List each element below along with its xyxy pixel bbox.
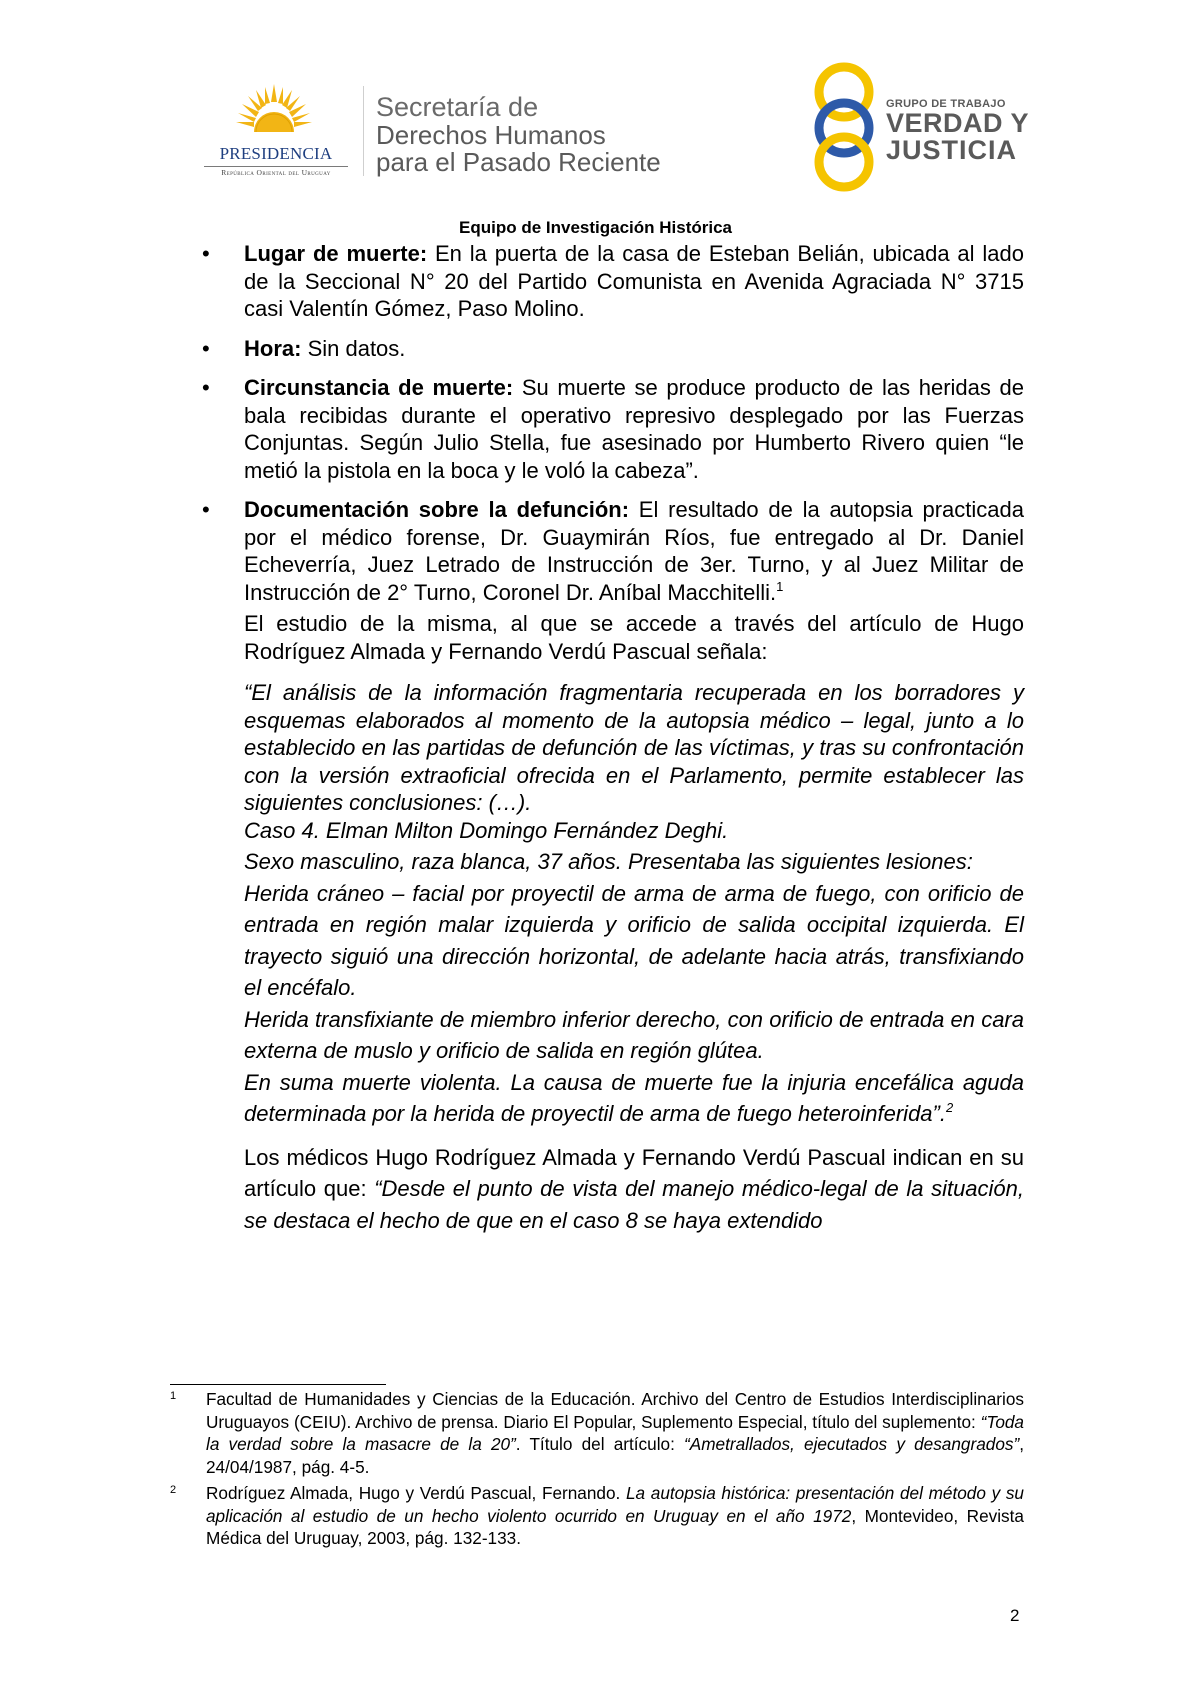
item-label: Lugar de muerte:	[244, 241, 428, 266]
item-text: En la puerta de la casa de Esteban Belián, ubicada al lado de la Seccional N° 20 del Partido Comunista en Avenida Agraciada N° 3715 casi Valentín Gómez, Paso Molino.	[244, 241, 1024, 321]
secretaria-logo	[376, 92, 661, 176]
presidencia-name: PRESIDENCIA	[219, 144, 333, 163]
list-item-lugar	[202, 240, 1024, 323]
quote-suma	[244, 1067, 1024, 1130]
footnote-2	[170, 1482, 1024, 1550]
bullet: •	[202, 375, 210, 400]
bullet: •	[202, 241, 210, 266]
bullet: •	[202, 335, 210, 361]
paragraph-medicos-intro: Los médicos Hugo Rodríguez Almada y Fernando Verdú Pascual indican en su artículo que:	[244, 1144, 1024, 1201]
item-label: Circunstancia de muerte:	[244, 375, 514, 400]
footnote-text: , Montevideo, Revista Médica del Uruguay, 2003, pág. 132-133.	[206, 1505, 1024, 1548]
item-text: Su muerte se produce producto de las heridas de bala recibidas durante el operativo represivo desplegado por las Fuerzas Conjuntas. Según Julio Stella, fue asesinado por Humberto Rivero quien “le metió la pistola en la boca y le voló la cabeza”.	[244, 375, 1025, 483]
footnote-separator	[170, 1384, 386, 1385]
footnote-number: 1	[170, 1390, 177, 1402]
sun-emblem-icon	[234, 82, 314, 152]
list-item-hora	[202, 335, 1024, 363]
quote-caso: Caso 4. Elman Milton Domingo Fernández Deghi.	[244, 817, 729, 843]
quote-herida-2: Herida transfixiante de miembro inferior derecho, con orificio de entrada en cara externa de muslo y orificio de salida en región glútea.	[244, 1006, 1024, 1063]
footnote-text: . Título del artículo:	[515, 1434, 685, 1454]
quote-sexo: Sexo masculino, raza blanca, 37 años. Presentaba las siguientes lesiones:	[244, 849, 973, 874]
page-number: 2	[1010, 1606, 1020, 1625]
presidencia-subtitle: República Oriental del Uruguay	[221, 168, 331, 177]
grupo-trabajo-text	[886, 98, 1029, 164]
footnote-text: , 24/04/1987, pág. 4-5.	[206, 1434, 1024, 1477]
footnote-text: Facultad de Humanidades y Ciencias de la Educación. Archivo del Centro de Estudios Interdisciplinarios Uruguayos (CEIU). Archivo de prensa. Diario El Popular, Suplemento Especial, título del suplemento:	[206, 1389, 1024, 1432]
footnote-number: 2	[170, 1484, 177, 1496]
team-title: Equipo de Investigación Histórica	[459, 218, 732, 237]
item-label: Hora:	[244, 335, 302, 361]
paragraph-medicos-quote: “Desde el punto de vista del manejo médico-legal de la situación, se destaca el hecho de que en el caso 8 se haya extendido	[244, 1176, 1025, 1233]
footnote-1	[170, 1388, 1024, 1478]
header-divider	[363, 86, 364, 176]
secretaria-line-1: Secretaría de	[376, 92, 539, 122]
footnotes	[170, 1388, 1024, 1550]
item-text: Sin datos.	[301, 335, 406, 361]
footnote-ref-2[interactable]: 2	[945, 1100, 954, 1115]
list-item-documentacion	[202, 496, 1024, 606]
footnote-ref-1[interactable]: 1	[776, 578, 784, 594]
document-body	[202, 240, 1024, 1236]
item-text: El resultado de la autopsia practicada por el médico forense, Dr. Guaymirán Ríos, fue entregado al Dr. Daniel Echeverría, Juez Letrado de Instrucción de 3er. Turno, y al Juez Militar de Instrucción de 2° Turno, Coronel Dr. Aníbal Macchitelli.	[244, 497, 1025, 605]
list-item-circunstancia	[202, 374, 1024, 484]
quote-suma-text: En suma muerte violenta. La causa de muerte fue la injuria encefálica aguda determinada por la herida de proyectil de arma de fuego heteroinferida”.	[244, 1069, 1024, 1126]
footnote-italic-title: “Ametrallados, ejecutados y desangrados”	[684, 1434, 1020, 1454]
grupo-line-1: GRUPO DE TRABAJO	[886, 98, 1006, 110]
grupo-line-3: JUSTICIA	[886, 135, 1018, 165]
secretaria-line-2: Derechos Humanos	[376, 120, 606, 150]
quote-analisis: “El análisis de la información fragmentaria recuperada en los borradores y esquemas elaborados al momento de la autopsia médico – legal, junto a lo establecido en las partidas de defunción de las víctimas, y tras su confrontación con la versión extraoficial ofrecida en el Parlamento, permite establecer las siguientes conclusiones: (…).	[244, 680, 1024, 815]
quote-herida-1: Herida cráneo – facial por proyectil de arma de arma de fuego, con orificio de entrada en región malar izquierda y orificio de salida occipital izquierda. El trayecto siguió una dirección horizontal, de adelante hacia atrás, transfixiando el encéfalo.	[244, 880, 1024, 1000]
bullet: •	[202, 497, 210, 522]
footnote-text: Rodríguez Almada, Hugo y Verdú Pascual, Fernando.	[206, 1483, 626, 1503]
paragraph-estudio: El estudio de la misma, al que se accede a través del artículo de Hugo Rodríguez Almada y Fernando Verdú Pascual señala:	[244, 611, 1024, 664]
footnote-italic-title: La autopsia histórica: presentación del método y su aplicación al estudio de un hecho violento ocurrido en Uruguay en el año 1972	[206, 1483, 1024, 1526]
presidencia-rule	[204, 166, 348, 167]
secretaria-line-3: para el Pasado Reciente	[376, 147, 661, 177]
paragraph-medicos	[244, 1142, 1024, 1237]
item-label: Documentación sobre la defunción:	[244, 497, 630, 522]
presidencia-logo	[196, 82, 356, 178]
grupo-line-2: VERDAD Y	[886, 108, 1030, 138]
grupo-trabajo-logo	[810, 62, 1030, 192]
footnote-italic-title: “Toda la verdad sobre la masacre de la 20”	[206, 1411, 1024, 1454]
chain-rings-icon	[810, 62, 880, 192]
